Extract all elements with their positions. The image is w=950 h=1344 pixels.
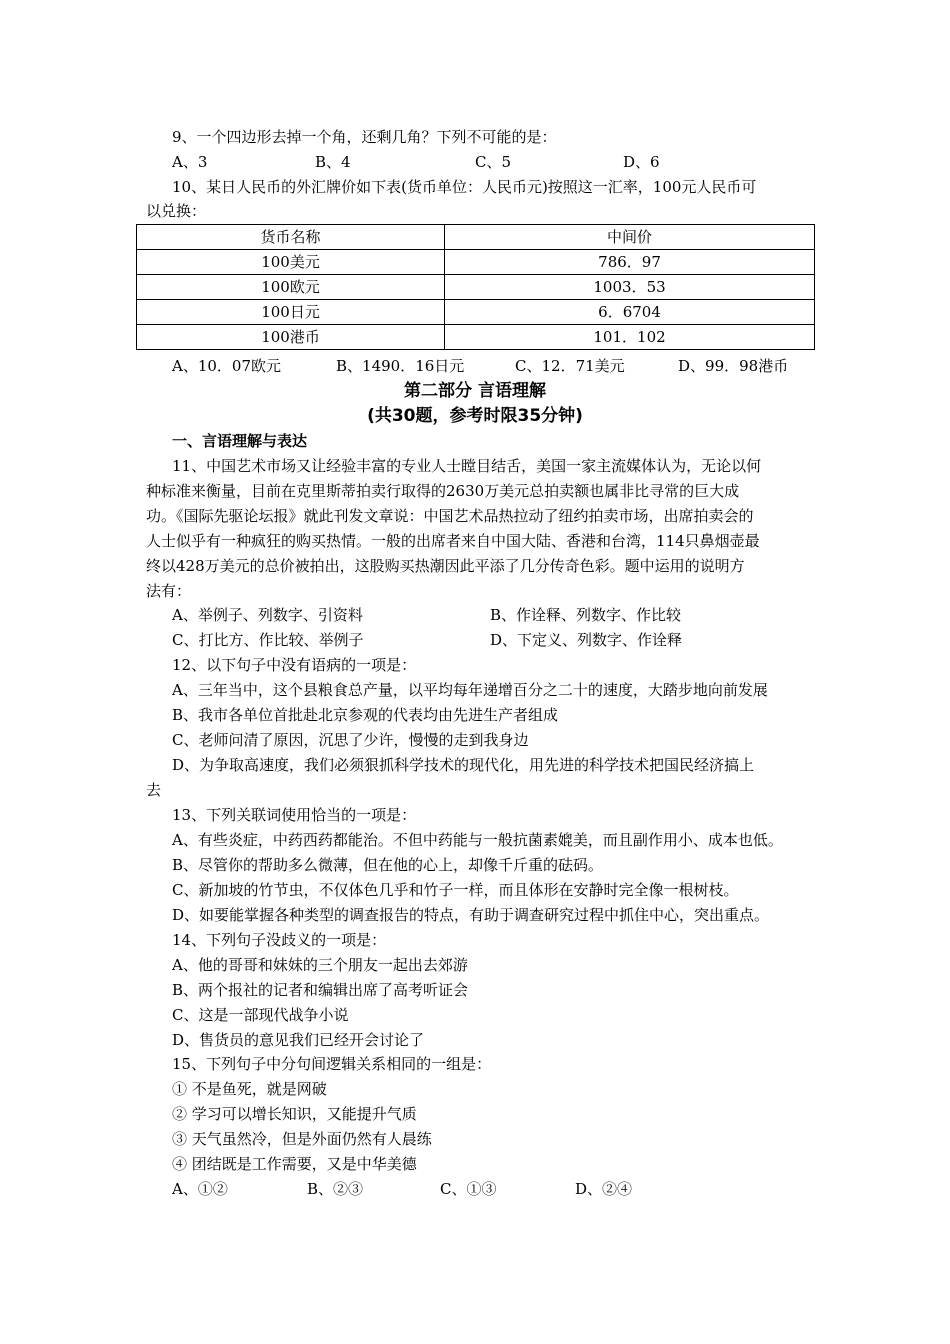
q10-option-d: D、99．98港币 xyxy=(678,357,789,375)
q11-option-c: C、打比方、作比较、举例子 xyxy=(172,631,364,649)
table-cell: 6．6704 xyxy=(445,300,815,325)
q12-option-d-cont: 去 xyxy=(146,781,162,799)
q9-option-b: B、4 xyxy=(315,153,351,171)
table-row xyxy=(137,325,815,350)
q10-stem-line2: 以兑换： xyxy=(146,202,207,220)
q15-item-2: ② 学习可以增长知识，又能提升气质 xyxy=(172,1105,417,1123)
part-subtitle: (共30题，参考时限35分钟) xyxy=(367,406,583,426)
q15-item-3: ③ 天气虽然冷，但是外面仍然有人晨练 xyxy=(172,1130,432,1148)
q11-line: 11、中国艺术市场又让经验丰富的专业人士瞠目结舌，美国一家主流媒体认为，无论以何 xyxy=(172,457,762,475)
q11-line: 人士似乎有一种疯狂的购买热情。一般的出席者来自中国大陆、香港和台湾，114只鼻烟壶最 xyxy=(146,532,760,550)
table-cell: 1003．53 xyxy=(445,275,815,300)
table-cell: 101．102 xyxy=(445,325,815,350)
table-header-cell: 中间价 xyxy=(445,225,815,250)
q13-option-d: D、如要能掌握各种类型的调查报告的特点，有助于调查研究过程中抓住中心，突出重点。 xyxy=(172,906,770,924)
q10-stem-line1: 10、某日人民币的外汇牌价如下表(货币单位：人民币元)按照这一汇率，100元人民币可 xyxy=(172,178,757,196)
q14-option-c: C、这是一部现代战争小说 xyxy=(172,1006,349,1024)
q11-option-a: A、举例子、列数字、引资料 xyxy=(172,606,363,624)
q15-option-a: A、①② xyxy=(172,1180,228,1198)
q12-option-a: A、三年当中，这个县粮食总产量，以平均每年递增百分之二十的速度，大踏步地向前发展 xyxy=(172,681,768,699)
table-cell: 100美元 xyxy=(137,250,445,275)
table-cell: 786．97 xyxy=(445,250,815,275)
q11-line: 法有： xyxy=(146,582,192,600)
table-cell: 100日元 xyxy=(137,300,445,325)
table-cell: 100港币 xyxy=(137,325,445,350)
q15-stem: 15、下列句子中分句间逻辑关系相同的一组是： xyxy=(172,1055,492,1073)
q11-option-b: B、作诠释、列数字、作比较 xyxy=(490,606,682,624)
q15-option-d: D、②④ xyxy=(575,1180,633,1198)
section-heading: 一、言语理解与表达 xyxy=(172,432,308,450)
q14-option-a: A、他的哥哥和妹妹的三个朋友一起出去郊游 xyxy=(172,956,468,974)
q13-stem: 13、下列关联词使用恰当的一项是： xyxy=(172,806,417,824)
q11-line: 功。《国际先驱论坛报》就此刊发文章说：中国艺术品热拉动了纽约拍卖市场，出席拍卖会的 xyxy=(146,507,754,525)
table-row xyxy=(137,250,815,275)
q11-option-d: D、下定义、列数字、作诠释 xyxy=(490,631,683,649)
q9-option-c: C、5 xyxy=(475,153,512,171)
table-row xyxy=(137,300,815,325)
q10-option-b: B、1490．16日元 xyxy=(336,357,465,375)
q15-option-b: B、②③ xyxy=(307,1180,364,1198)
q14-stem: 14、下列句子没歧义的一项是： xyxy=(172,931,387,949)
q12-option-b: B、我市各单位首批赴北京参观的代表均由先进生产者组成 xyxy=(172,706,559,724)
q9-option-d: D、6 xyxy=(623,153,660,171)
table-cell: 100欧元 xyxy=(137,275,445,300)
q10-option-c: C、12．71美元 xyxy=(515,357,625,375)
q13-option-a: A、有些炎症，中药西药都能治。不但中药能与一般抗菌素媲美，而且副作用小、成本也低。 xyxy=(172,831,783,849)
q12-stem: 12、以下句子中没有语病的一项是： xyxy=(172,656,417,674)
q9-stem: 9、一个四边形去掉一个角，还剩几角？下列不可能的是： xyxy=(172,128,557,146)
q10-option-a: A、10．07欧元 xyxy=(172,357,282,375)
q15-item-4: ④ 团结既是工作需要，又是中华美德 xyxy=(172,1155,417,1173)
q12-option-d: D、为争取高速度，我们必须狠抓科学技术的现代化，用先进的科学技术把国民经济搞上 xyxy=(172,756,755,774)
q9-option-a: A、3 xyxy=(172,153,208,171)
q11-line: 终以428万美元的总价被拍出，这股购买热潮因此平添了几分传奇色彩。题中运用的说明方 xyxy=(146,557,745,575)
table-header-row xyxy=(137,225,815,250)
q14-option-b: B、两个报社的记者和编辑出席了高考听证会 xyxy=(172,981,469,999)
exchange-rate-table xyxy=(136,224,815,350)
q15-option-c: C、①③ xyxy=(440,1180,497,1198)
q11-line: 种标准来衡量，目前在克里斯蒂拍卖行取得的2630万美元总拍卖额也属非比寻常的巨大成 xyxy=(146,482,740,500)
q14-option-d: D、售货员的意见我们已经开会讨论了 xyxy=(172,1031,425,1049)
part-title: 第二部分 言语理解 xyxy=(404,381,546,401)
q13-option-c: C、新加坡的竹节虫，不仅体色几乎和竹子一样，而且体形在安静时完全像一根树枝。 xyxy=(172,881,739,899)
q13-option-b: B、尽管你的帮助多么微薄，但在他的心上，却像千斤重的砝码。 xyxy=(172,856,604,874)
q12-option-c: C、老师问清了原因，沉思了少许，慢慢的走到我身边 xyxy=(172,731,529,749)
table-header-cell: 货币名称 xyxy=(137,225,445,250)
q15-item-1: ① 不是鱼死，就是网破 xyxy=(172,1080,327,1098)
table-row xyxy=(137,275,815,300)
